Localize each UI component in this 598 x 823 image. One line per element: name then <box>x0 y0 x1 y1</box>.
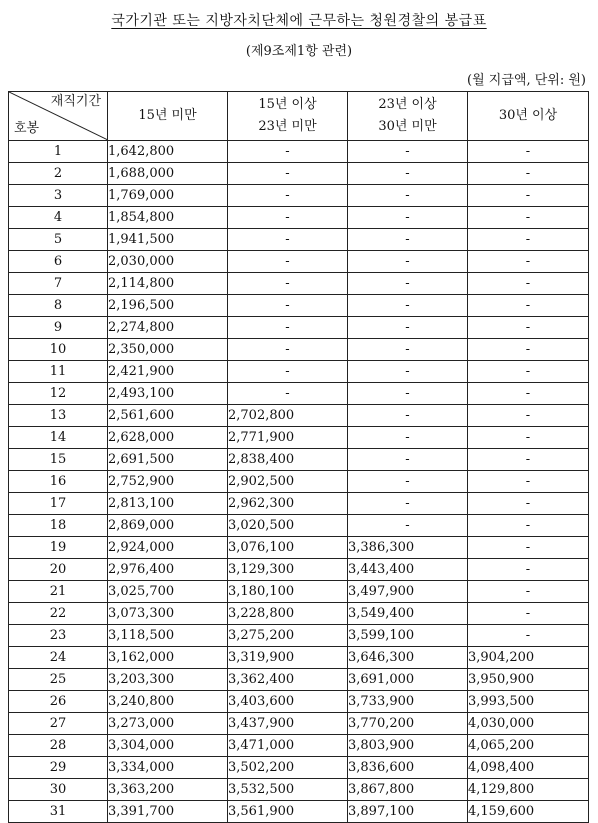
table-row <box>9 185 589 207</box>
pay-amount-cell: 2,976,400 <box>108 559 228 581</box>
table-row <box>9 427 589 449</box>
pay-amount-cell: 2,962,300 <box>228 493 348 515</box>
empty-pay-cell: - <box>468 251 589 273</box>
table-row <box>9 361 589 383</box>
table-row <box>9 207 589 229</box>
empty-pay-cell: - <box>228 339 348 361</box>
pay-amount-cell: 3,304,000 <box>108 735 228 757</box>
empty-pay-cell: - <box>228 141 348 163</box>
step-cell: 28 <box>9 735 108 757</box>
diagonal-header-cell <box>9 92 108 141</box>
pay-amount-cell: 2,561,600 <box>108 405 228 427</box>
step-cell: 24 <box>9 647 108 669</box>
pay-amount-cell: 1,769,000 <box>108 185 228 207</box>
step-cell: 18 <box>9 515 108 537</box>
header-step-label: 호봉 <box>14 121 40 136</box>
pay-amount-cell: 2,902,500 <box>228 471 348 493</box>
empty-pay-cell: - <box>348 427 468 449</box>
table-row <box>9 669 589 691</box>
table-row <box>9 141 589 163</box>
empty-pay-cell: - <box>468 581 589 603</box>
table-row <box>9 647 589 669</box>
pay-amount-cell: 2,691,500 <box>108 449 228 471</box>
step-cell: 1 <box>9 141 108 163</box>
step-cell: 4 <box>9 207 108 229</box>
empty-pay-cell: - <box>348 295 468 317</box>
pay-amount-cell: 2,771,900 <box>228 427 348 449</box>
table-row <box>9 581 589 603</box>
pay-amount-cell: 3,549,400 <box>348 603 468 625</box>
step-cell: 10 <box>9 339 108 361</box>
pay-amount-cell: 3,471,000 <box>228 735 348 757</box>
empty-pay-cell: - <box>468 229 589 251</box>
step-cell: 20 <box>9 559 108 581</box>
table-row <box>9 229 589 251</box>
pay-amount-cell: 3,691,000 <box>348 669 468 691</box>
empty-pay-cell: - <box>348 141 468 163</box>
step-cell: 30 <box>9 779 108 801</box>
empty-pay-cell: - <box>228 273 348 295</box>
step-cell: 11 <box>9 361 108 383</box>
pay-amount-cell: 3,561,900 <box>228 801 348 823</box>
pay-amount-cell: 2,350,000 <box>108 339 228 361</box>
empty-pay-cell: - <box>468 405 589 427</box>
empty-pay-cell: - <box>348 229 468 251</box>
table-row <box>9 779 589 801</box>
header-23-to-30-line1: 23년 이상 <box>378 97 437 112</box>
table-row <box>9 449 589 471</box>
step-cell: 5 <box>9 229 108 251</box>
pay-amount-cell: 2,838,400 <box>228 449 348 471</box>
pay-amount-cell: 2,114,800 <box>108 273 228 295</box>
empty-pay-cell: - <box>348 317 468 339</box>
pay-amount-cell: 3,118,500 <box>108 625 228 647</box>
pay-amount-cell: 2,869,000 <box>108 515 228 537</box>
pay-amount-cell: 3,025,700 <box>108 581 228 603</box>
empty-pay-cell: - <box>348 361 468 383</box>
empty-pay-cell: - <box>228 207 348 229</box>
empty-pay-cell: - <box>468 141 589 163</box>
pay-amount-cell: 3,502,200 <box>228 757 348 779</box>
empty-pay-cell: - <box>348 185 468 207</box>
pay-amount-cell: 3,073,300 <box>108 603 228 625</box>
empty-pay-cell: - <box>348 449 468 471</box>
table-row <box>9 493 589 515</box>
empty-pay-cell: - <box>468 207 589 229</box>
pay-amount-cell: 4,159,600 <box>468 801 589 823</box>
header-tenure-label: 재직기간 <box>50 94 101 109</box>
empty-pay-cell: - <box>468 317 589 339</box>
document-subtitle: (제9조제1항 관련) <box>245 44 353 59</box>
step-cell: 26 <box>9 691 108 713</box>
pay-amount-cell: 2,421,900 <box>108 361 228 383</box>
empty-pay-cell: - <box>348 493 468 515</box>
pay-amount-cell: 3,319,900 <box>228 647 348 669</box>
pay-amount-cell: 1,941,500 <box>108 229 228 251</box>
pay-amount-cell: 4,065,200 <box>468 735 589 757</box>
pay-amount-cell: 3,904,200 <box>468 647 589 669</box>
step-cell: 23 <box>9 625 108 647</box>
table-row <box>9 801 589 823</box>
pay-amount-cell: 3,646,300 <box>348 647 468 669</box>
table-row <box>9 273 589 295</box>
step-cell: 22 <box>9 603 108 625</box>
pay-amount-cell: 3,867,800 <box>348 779 468 801</box>
pay-amount-cell: 2,196,500 <box>108 295 228 317</box>
step-cell: 19 <box>9 537 108 559</box>
empty-pay-cell: - <box>468 625 589 647</box>
table-row <box>9 537 589 559</box>
empty-pay-cell: - <box>228 317 348 339</box>
table-row <box>9 691 589 713</box>
pay-amount-cell: 2,628,000 <box>108 427 228 449</box>
empty-pay-cell: - <box>468 295 589 317</box>
document-title-text: 국가기관 또는 지방자치단체에 근무하는 청원경찰의 봉급표 <box>111 13 487 29</box>
step-cell: 6 <box>9 251 108 273</box>
pay-amount-cell: 3,203,300 <box>108 669 228 691</box>
table-row <box>9 757 589 779</box>
empty-pay-cell: - <box>468 163 589 185</box>
step-cell: 9 <box>9 317 108 339</box>
pay-amount-cell: 3,362,400 <box>228 669 348 691</box>
step-cell: 14 <box>9 427 108 449</box>
table-row <box>9 559 589 581</box>
pay-amount-cell: 3,162,000 <box>108 647 228 669</box>
pay-amount-cell: 3,836,600 <box>348 757 468 779</box>
pay-amount-cell: 3,497,900 <box>348 581 468 603</box>
pay-amount-cell: 3,129,300 <box>228 559 348 581</box>
pay-table-body <box>9 141 589 823</box>
step-cell: 27 <box>9 713 108 735</box>
step-cell: 15 <box>9 449 108 471</box>
table-row <box>9 471 589 493</box>
table-row <box>9 735 589 757</box>
pay-amount-cell: 3,437,900 <box>228 713 348 735</box>
pay-amount-cell: 2,493,100 <box>108 383 228 405</box>
table-row <box>9 163 589 185</box>
header-15-to-23-line2: 23년 미만 <box>258 119 317 134</box>
empty-pay-cell: - <box>228 185 348 207</box>
empty-pay-cell: - <box>348 383 468 405</box>
pay-table <box>8 91 589 823</box>
pay-amount-cell: 2,274,800 <box>108 317 228 339</box>
step-cell: 3 <box>9 185 108 207</box>
step-cell: 7 <box>9 273 108 295</box>
pay-amount-cell: 2,030,000 <box>108 251 228 273</box>
empty-pay-cell: - <box>468 537 589 559</box>
pay-amount-cell: 3,240,800 <box>108 691 228 713</box>
empty-pay-cell: - <box>228 383 348 405</box>
pay-amount-cell: 3,599,100 <box>348 625 468 647</box>
pay-amount-cell: 3,386,300 <box>348 537 468 559</box>
header-15-to-23 <box>228 92 348 141</box>
pay-amount-cell: 3,180,100 <box>228 581 348 603</box>
empty-pay-cell: - <box>348 515 468 537</box>
pay-amount-cell: 3,803,900 <box>348 735 468 757</box>
pay-amount-cell: 3,273,000 <box>108 713 228 735</box>
header-23-to-30 <box>348 92 468 141</box>
empty-pay-cell: - <box>468 339 589 361</box>
pay-amount-cell: 3,993,500 <box>468 691 589 713</box>
empty-pay-cell: - <box>468 185 589 207</box>
empty-pay-cell: - <box>468 515 589 537</box>
pay-amount-cell: 3,770,200 <box>348 713 468 735</box>
table-row <box>9 383 589 405</box>
empty-pay-cell: - <box>348 207 468 229</box>
pay-amount-cell: 1,642,800 <box>108 141 228 163</box>
empty-pay-cell: - <box>228 163 348 185</box>
table-row <box>9 625 589 647</box>
pay-amount-cell: 3,532,500 <box>228 779 348 801</box>
step-cell: 25 <box>9 669 108 691</box>
pay-amount-cell: 2,813,100 <box>108 493 228 515</box>
empty-pay-cell: - <box>348 251 468 273</box>
step-cell: 8 <box>9 295 108 317</box>
empty-pay-cell: - <box>468 361 589 383</box>
header-under-15: 15년 미만 <box>108 92 228 141</box>
empty-pay-cell: - <box>468 383 589 405</box>
pay-amount-cell: 3,020,500 <box>228 515 348 537</box>
header-23-to-30-line2: 30년 미만 <box>378 119 437 134</box>
table-row <box>9 603 589 625</box>
empty-pay-cell: - <box>468 449 589 471</box>
empty-pay-cell: - <box>468 493 589 515</box>
table-row <box>9 515 589 537</box>
pay-amount-cell: 4,129,800 <box>468 779 589 801</box>
step-cell: 17 <box>9 493 108 515</box>
empty-pay-cell: - <box>468 273 589 295</box>
step-cell: 13 <box>9 405 108 427</box>
pay-amount-cell: 3,363,200 <box>108 779 228 801</box>
pay-amount-cell: 3,733,900 <box>348 691 468 713</box>
header-over-30: 30년 이상 <box>468 92 589 141</box>
empty-pay-cell: - <box>468 471 589 493</box>
pay-amount-cell: 3,403,600 <box>228 691 348 713</box>
empty-pay-cell: - <box>468 603 589 625</box>
step-cell: 31 <box>9 801 108 823</box>
pay-amount-cell: 1,854,800 <box>108 207 228 229</box>
pay-amount-cell: 3,076,100 <box>228 537 348 559</box>
pay-amount-cell: 2,752,900 <box>108 471 228 493</box>
empty-pay-cell: - <box>348 471 468 493</box>
pay-table-header-row <box>9 92 589 141</box>
document-title <box>0 10 598 30</box>
pay-amount-cell: 4,030,000 <box>468 713 589 735</box>
empty-pay-cell: - <box>348 163 468 185</box>
table-row <box>9 713 589 735</box>
pay-amount-cell: 3,897,100 <box>348 801 468 823</box>
empty-pay-cell: - <box>228 361 348 383</box>
pay-amount-cell: 3,334,000 <box>108 757 228 779</box>
table-row <box>9 295 589 317</box>
pay-amount-cell: 3,275,200 <box>228 625 348 647</box>
pay-amount-cell: 3,443,400 <box>348 559 468 581</box>
table-row <box>9 251 589 273</box>
step-cell: 12 <box>9 383 108 405</box>
pay-amount-cell: 2,924,000 <box>108 537 228 559</box>
table-row <box>9 405 589 427</box>
step-cell: 2 <box>9 163 108 185</box>
pay-amount-cell: 1,688,000 <box>108 163 228 185</box>
empty-pay-cell: - <box>228 295 348 317</box>
step-cell: 29 <box>9 757 108 779</box>
pay-amount-cell: 2,702,800 <box>228 405 348 427</box>
empty-pay-cell: - <box>228 229 348 251</box>
empty-pay-cell: - <box>348 339 468 361</box>
step-cell: 21 <box>9 581 108 603</box>
empty-pay-cell: - <box>468 559 589 581</box>
pay-amount-cell: 3,391,700 <box>108 801 228 823</box>
step-cell: 16 <box>9 471 108 493</box>
table-row <box>9 339 589 361</box>
empty-pay-cell: - <box>468 427 589 449</box>
pay-amount-cell: 3,950,900 <box>468 669 589 691</box>
pay-amount-cell: 3,228,800 <box>228 603 348 625</box>
empty-pay-cell: - <box>228 251 348 273</box>
pay-amount-cell: 4,098,400 <box>468 757 589 779</box>
table-row <box>9 317 589 339</box>
empty-pay-cell: - <box>348 273 468 295</box>
empty-pay-cell: - <box>348 405 468 427</box>
header-15-to-23-line1: 15년 이상 <box>258 97 317 112</box>
unit-note: (월 지급액, 단위: 원) <box>467 73 586 88</box>
